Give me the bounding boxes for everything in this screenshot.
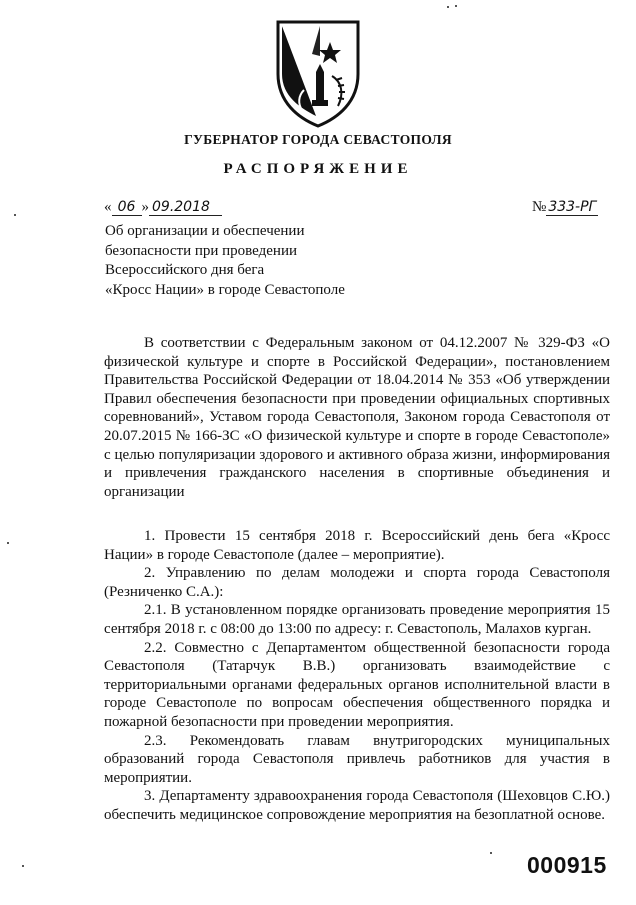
order-item-2-3: 2.3. Рекомендовать главам внутригородских муниципальных образований города Севастополя привлечь работников для участия в мероприятии. [104,732,610,786]
order-item-3: 3. Департаменту здравоохранения города Севастополя (Шеховцов С.Ю.) обеспечить медицинское сопровождение мероприятия на безоплатной основе. [104,788,610,823]
order-items [104,527,610,825]
subject-line: Об организации и обеспечении [105,223,305,239]
document-subject [105,222,405,300]
order-item-2-2: 2.2. Совместно с Департаментом общественной безопасности города Севастополя (Татарчук В.В.) организовать взаимодействие с территориальными органами федеральных органов исполнительной власти в городе Севастополе по вопросам обеспечения общественного порядка и пожарной безопасности при проведении мероприятия. [104,639,610,730]
date-day: 06 [112,199,142,216]
number-value: 333-РГ [548,199,597,215]
order-item-2-1: 2.1. В установленном порядке организовать проведение мероприятия 15 сентября 2018 г. с 08:00 до 13:00 по адресу: г. Севастополь, Малахов курган. [104,602,610,637]
preamble-paragraph: В соответствии с Федеральным законом от 04.12.2007 № 329-ФЗ «О физической культуре и спорте в Российской Федерации», постановлением Правительства Российской Федерации от 18.04.2014 № 353 «Об утверждении Правил обеспечения безопасности при проведении официальных спортивных соревнований», Уставом города Севастополя, Законом города Севастополя от 20.07.2015 № 166-ЗС «О физической культуре и спорте в городе Севастополе» с целью популяризации здорового и активного образа жизни, информирования и привлечения гражданского населения в спортивные объединения и организации [104,335,610,500]
order-item-2: 2. Управлению по делам молодежи и спорта города Севастополя (Резниченко С.А.): [104,565,610,600]
document-type-title: РАСПОРЯЖЕНИЕ [223,161,413,177]
date-month-year: 09.2018 [149,199,222,216]
subject-line: безопасности при проведении [105,242,298,259]
sevastopol-coat-of-arms-icon [272,16,364,128]
subject-line: Всероссийского дня бега [105,262,265,279]
order-item-1: 1. Провести 15 сентября 2018 г. Всероссийский день бега «Кросс Нации» в городе Севастополе (далее – мероприятие). [104,528,610,563]
number-prefix: № [532,199,547,215]
serial-number: 000915 [527,852,607,878]
subject-line: «Кросс Нации» в городе Севастополе [105,281,345,298]
preamble-section [104,334,610,501]
date-open-quote: « [104,199,112,215]
document-number [532,199,598,216]
issuing-authority: ГУБЕРНАТОР ГОРОДА СЕВАСТОПОЛЯ [184,132,452,147]
date-close-quote: » [141,199,149,215]
document-date [104,199,222,216]
